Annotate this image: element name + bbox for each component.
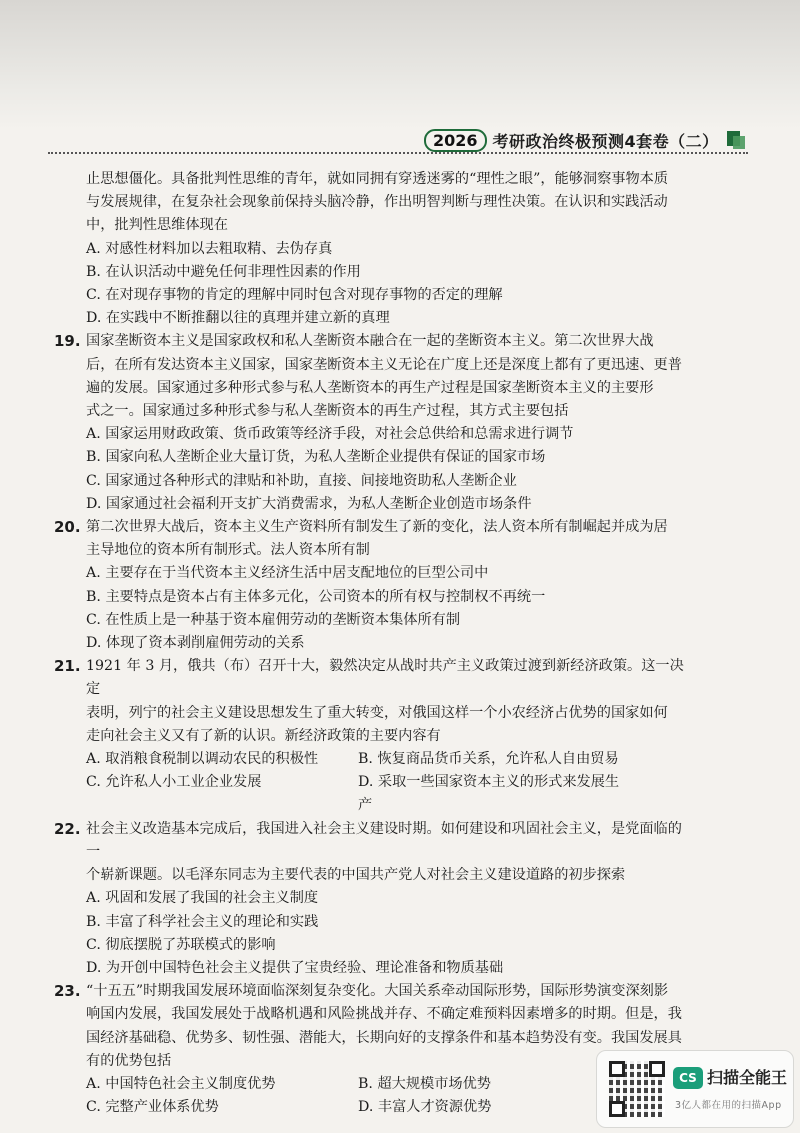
option-b: B. 在认识活动中避免任何非理性因素的作用 bbox=[86, 263, 361, 280]
option-d: D. 采取一些国家资本主义的形式来发展生产 bbox=[358, 774, 620, 814]
header-year-badge: 2026 bbox=[424, 129, 487, 152]
question-text-line: 社会主义改造基本完成后，我国进入社会主义建设时期。如何建设和巩固社会主义，是党面临的一 bbox=[86, 820, 682, 860]
option-d: D. 丰富人才资源优势 bbox=[358, 1099, 492, 1116]
option-b: B. 主要特点是资本占有主体多元化，公司资本的所有权与控制权不再统一 bbox=[86, 588, 546, 605]
option-d: D. 在实践中不断推翻以往的真理并建立新的真理 bbox=[86, 310, 390, 327]
question-text-line: 走向社会主义又有了新的认识。新经济政策的主要内容有 bbox=[86, 727, 441, 744]
option-b: B. 国家向私人垄断企业大量订货，为私人垄断企业提供有保证的国家市场 bbox=[86, 449, 546, 466]
question-21 bbox=[54, 655, 696, 817]
qr-finder-icon bbox=[609, 1061, 625, 1077]
question-text-line: 遍的发展。国家通过多种形式参与私人垄断资本的再生产过程是国家垄断资本主义的主要形 bbox=[86, 379, 654, 396]
question-number: 22. bbox=[54, 819, 81, 838]
camscanner-subtitle: 3亿人都在用的扫描App bbox=[675, 1100, 782, 1111]
question-text-line: 式之一。国家通过多种形式参与私人垄断资本的再生产过程，其方式主要包括 bbox=[86, 403, 569, 420]
question-number: 23. bbox=[54, 982, 81, 1001]
option-a: A. 主要存在于当代资本主义经济生活中居支配地位的巨型公司中 bbox=[86, 565, 489, 582]
option-a: A. 取消粮食税制以调动农民的积极性 bbox=[86, 751, 319, 768]
option-d: D. 体现了资本剥削雇佣劳动的关系 bbox=[86, 635, 305, 652]
question-text-line: 中，批判性思维体现在 bbox=[86, 217, 228, 234]
option-row bbox=[86, 771, 696, 817]
question-text-line: 与发展规律，在复杂社会现象前保持头脑冷静，作出明智判断与理性决策。在认识和实践活动 bbox=[86, 194, 668, 211]
option-c: C. 允许私人小工业企业发展 bbox=[86, 774, 262, 791]
option-c: C. 在性质上是一种基于资本雇佣劳动的垄断资本集体所有制 bbox=[86, 611, 461, 628]
option-b: B. 丰富了科学社会主义的理论和实践 bbox=[86, 913, 319, 930]
option-a: A. 对感性材料加以去粗取精、去伪存真 bbox=[86, 240, 333, 257]
header-square-icon bbox=[727, 131, 745, 149]
option-row bbox=[86, 748, 696, 771]
option-c: C. 在对现存事物的肯定的理解中同时包含对现存事物的否定的理解 bbox=[86, 287, 503, 304]
question-text-line: 主导地位的资本所有制形式。法人资本所有制 bbox=[86, 542, 370, 559]
question-number: 20. bbox=[54, 518, 81, 537]
option-a: A. 国家运用财政政策、货币政策等经济手段，对社会总供给和总需求进行调节 bbox=[86, 426, 574, 443]
camscanner-name: 扫描全能王 bbox=[707, 1068, 788, 1087]
option-d: D. 国家通过社会福利开支扩大消费需求，为私人垄断企业创造市场条件 bbox=[86, 495, 532, 512]
option-c: C. 彻底摆脱了苏联模式的影响 bbox=[86, 936, 276, 953]
question-content bbox=[54, 168, 696, 1119]
question-text-line: 表明，列宁的社会主义建设思想发生了重大转变，对俄国这样一个小农经济占优势的国家如何 bbox=[86, 704, 668, 721]
question-text-line: 国家垄断资本主义是国家政权和私人垄断资本融合在一起的垄断资本主义。第二次世界大战 bbox=[86, 333, 654, 350]
header-title: 考研政治终极预测4套卷（二） bbox=[492, 131, 719, 151]
question-22 bbox=[54, 818, 696, 980]
question-text-line: 响国内发展，我国发展处于战略机遇和风险挑战并存、不确定难预料因素增多的时期。但是，我 bbox=[86, 1006, 682, 1023]
question-20 bbox=[54, 516, 696, 655]
scanner-watermark bbox=[596, 1050, 794, 1128]
camscanner-logo: CS bbox=[673, 1067, 703, 1089]
question-text-line: 有的优势包括 bbox=[86, 1052, 172, 1069]
option-c: C. 完整产业体系优势 bbox=[86, 1099, 219, 1116]
header-dotted-divider bbox=[48, 152, 748, 154]
question-text-line: 第二次世界大战后，资本主义生产资料所有制发生了新的变化，法人资本所有制崛起并成为居 bbox=[86, 519, 668, 536]
page-top-shadow bbox=[0, 0, 800, 130]
option-b: B. 超大规模市场优势 bbox=[358, 1075, 491, 1092]
question-text-line: 国经济基础稳、优势多、韧性强、潜能大，长期向好的支撑条件和基本趋势没有变。我国发展具 bbox=[86, 1029, 682, 1046]
question-text-line: 止思想僵化。具备批判性思维的青年，就如同拥有穿透迷雾的“理性之眼”，能够洞察事物本质 bbox=[86, 171, 669, 187]
question-text-line: 个崭新课题。以毛泽东同志为主要代表的中国共产党人对社会主义建设道路的初步探索 bbox=[86, 867, 626, 884]
qr-finder-icon bbox=[649, 1061, 665, 1077]
question-18-continued bbox=[86, 168, 696, 330]
question-text-line: “十五五”时期我国发展环境面临深刻复杂变化。大国关系牵动国际形势，国际形势演变深刻影 bbox=[86, 983, 669, 1000]
question-number: 19. bbox=[54, 332, 81, 351]
option-d: D. 为开创中国特色社会主义提供了宝贵经验、理论准备和物质基础 bbox=[86, 959, 504, 976]
question-number: 21. bbox=[54, 657, 81, 676]
option-a: A. 巩固和发展了我国的社会主义制度 bbox=[86, 890, 319, 907]
option-b: B. 恢复商品货币关系，允许私人自由贸易 bbox=[358, 751, 619, 768]
question-19 bbox=[54, 330, 696, 516]
page-header bbox=[424, 127, 745, 153]
option-c: C. 国家通过各种形式的津贴和补助，直接、间接地资助私人垄断企业 bbox=[86, 472, 517, 489]
question-text-line: 后，在所有发达资本主义国家，国家垄断资本主义无论在广度上还是深度上都有了更迅速、更普 bbox=[86, 356, 682, 373]
qr-finder-icon bbox=[609, 1101, 625, 1117]
option-a: A. 中国特色社会主义制度优势 bbox=[86, 1075, 276, 1092]
question-text-line: 1921 年 3 月，俄共（布）召开十大，毅然决定从战时共产主义政策过渡到新经济政策。这一决定 bbox=[86, 658, 684, 698]
